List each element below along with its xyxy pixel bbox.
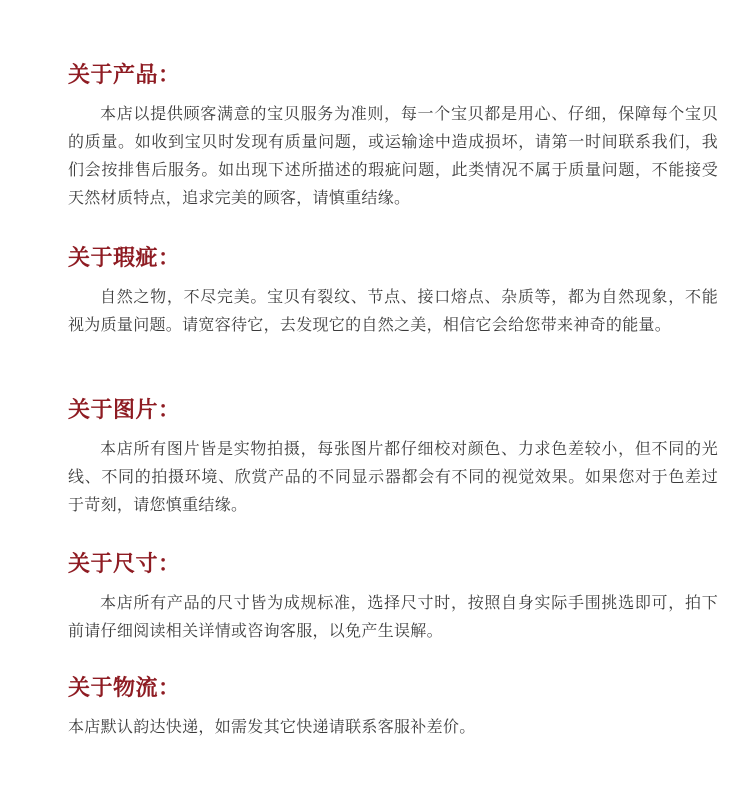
section-product-title: 关于产品： — [68, 63, 181, 88]
section-shipping-body: 本店默认韵达快递，如需发其它快递请联系客服补差价。 — [68, 717, 476, 736]
section-photo-body: 本店所有图片皆是实物拍摄，每张图片都仔细校对颜色、力求色差较小，但不同的光线、不同的拍摄环境、欣赏产品的不同显示器都会有不同的视觉效果。如果您对于色差过于苛刻，请您慎重结缘。 — [68, 439, 718, 514]
section-flaw-title: 关于瑕疵： — [68, 246, 181, 271]
section-size-title: 关于尺寸： — [68, 552, 181, 577]
section-flaw-body: 自然之物，不尽完美。宝贝有裂纹、节点、接口熔点、杂质等，都为自然现象，不能视为质量问题。请宽容待它，去发现它的自然之美，相信它会给您带来神奇的能量。 — [68, 287, 718, 334]
section-photo — [68, 397, 718, 519]
section-shipping-title: 关于物流： — [68, 676, 181, 701]
section-product-body: 本店以提供顾客满意的宝贝服务为准则，每一个宝贝都是用心、仔细，保障每个宝贝的质量。如收到宝贝时发现有质量问题，或运输途中造成损坏，请第一时间联系我们，我们会按排售后服务。如出现下述所描述的瑕疵问题，此类情况不属于质量问题，不能接受天然材质特点，追求完美的顾客，请慎重结缘。 — [68, 104, 718, 207]
section-shipping — [68, 675, 718, 741]
section-size-body: 本店所有产品的尺寸皆为成规标准，选择尺寸时，按照自身实际手围挑选即可，拍下前请仔细阅读相关详情或咨询客服，以免产生误解。 — [68, 593, 718, 640]
section-photo-title: 关于图片： — [68, 398, 181, 423]
section-flaw — [68, 245, 718, 339]
section-size — [68, 551, 718, 645]
section-product — [68, 62, 718, 212]
